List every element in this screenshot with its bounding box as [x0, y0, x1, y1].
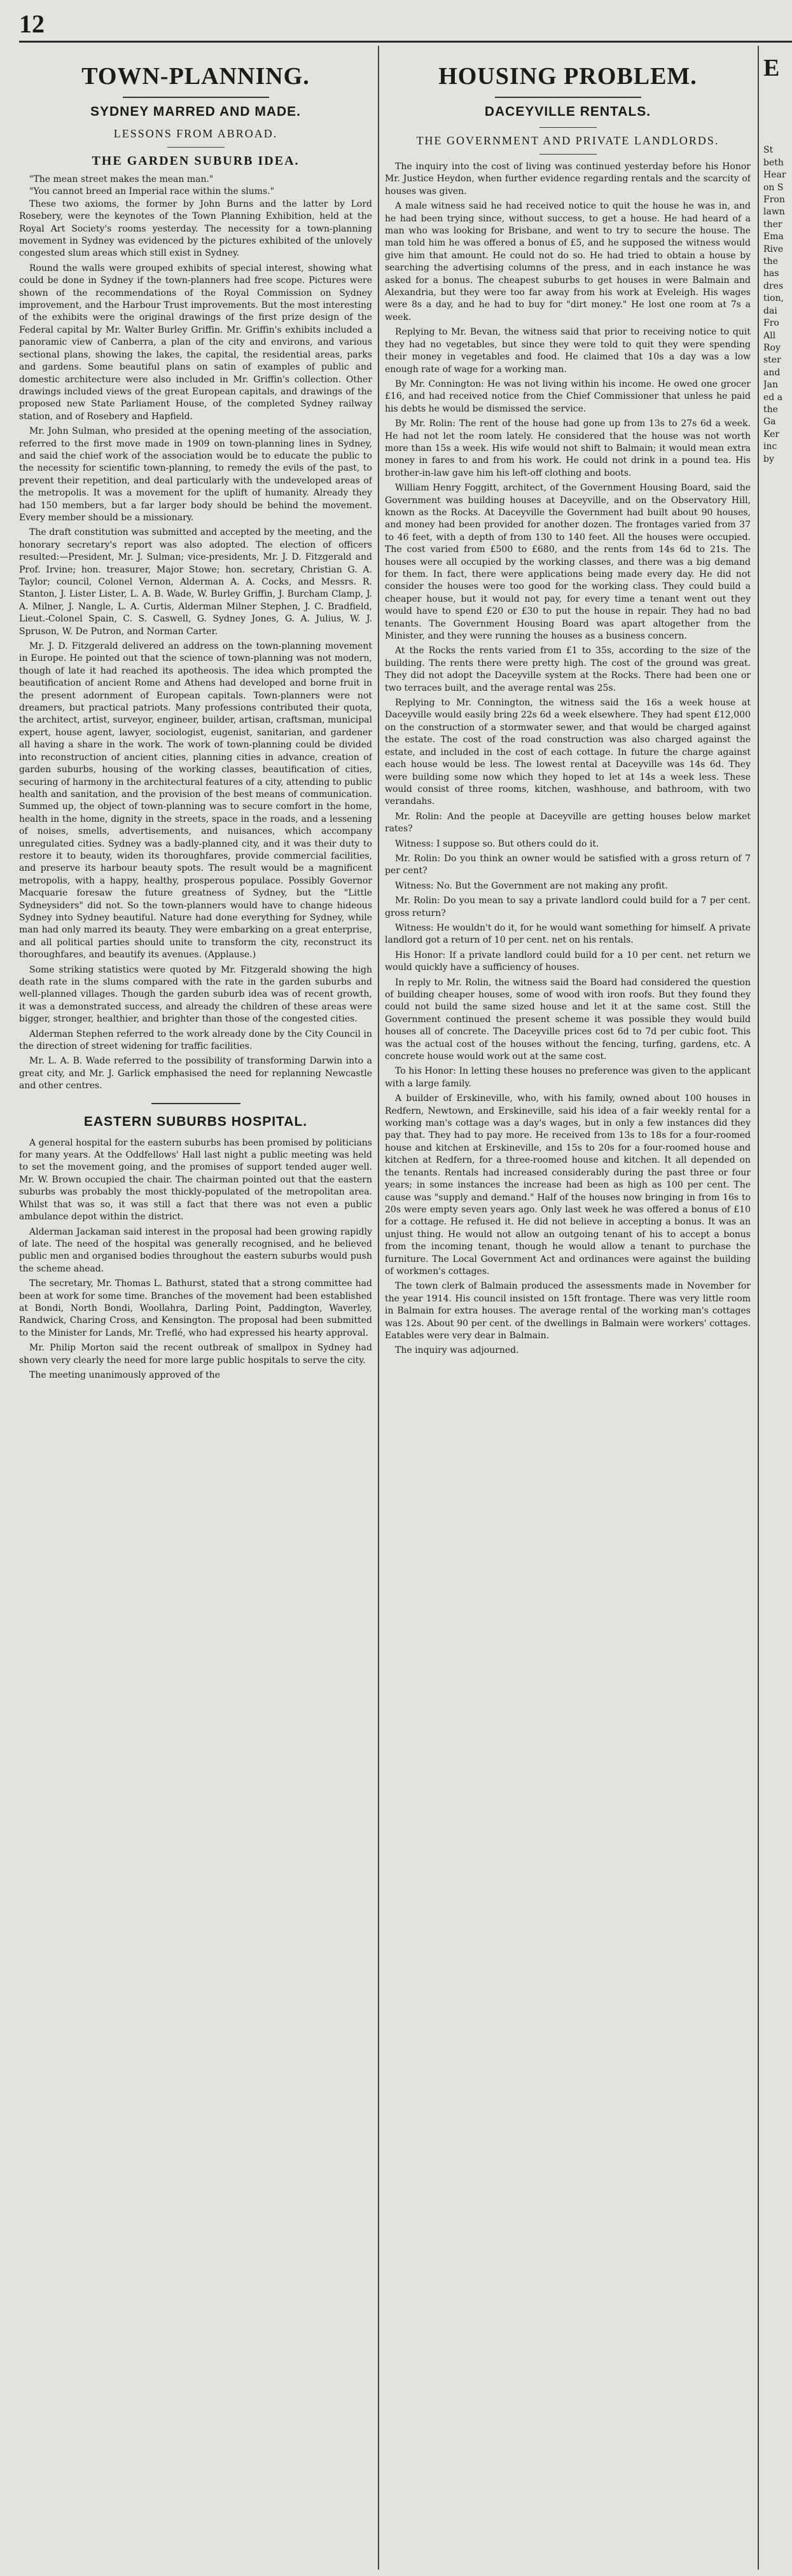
headline-town-planning: TOWN-PLANNING. — [81, 63, 310, 90]
text-fragment: on S — [763, 182, 784, 193]
paragraph: The draft constitution was submitted and accepted by the meeting, and the honorary secretary's report was also adopted. The election of officers resulted:—President, Mr. J. Sulman; vice-presidents, Mr. J. D. Fitzgerald and Prof. Irvine; hon. treasurer, Major Stowe; hon. secretary, Christian G. A. Taylor; council, Colonel Vernon, Alderman A. A. Cocks, and Messrs. R. Stanton, J. Lister Lister, L. A. B. Wade, W. Burley Griffin, J. Burcham Clamp, J. A. Milner, J. Nangle, L. A. Curtis, Alderman Milner Stephen, J. C. Bradfield, Lieut.-Colonel Spain, C. S. Caswell, G. Sydney Jones, G. A. Julius, W. J. Spruson, W. De Putron, and Norman Carter. — [19, 527, 372, 637]
headline-eastern-suburbs-hospital: EASTERN SUBURBS HOSPITAL. — [83, 1114, 308, 1129]
column-housing-problem — [385, 46, 751, 2570]
deck-government-landlords: THE GOVERNMENT AND PRIVATE LANDLORDS. — [416, 134, 719, 147]
divider — [167, 147, 225, 148]
paragraph: Replying to Mr. Connington, the witness said the 16s a week house at Daceyville would easily bring 22s 6d a week elsewhere. They had spent £12,000 on the construction of a stormwater sewer, and that would be charged against the estate. The cost of the road construction was also charged against the estate, and included in the cost of each cottage. In future the charge against each house would be less. The lowest rental at Daceyville was 14s 6d. They were building some now which they hoped to let at 14s a week less. These would consist of three rooms, kitchen, washhouse, and bathroom, with two verandahs. — [385, 698, 751, 807]
text-fragment: Ema — [763, 232, 784, 242]
paragraph: Alderman Stephen referred to the work already done by the City Council in the direction of street widening for traffic facilities. — [19, 1028, 372, 1052]
text-fragment: the — [763, 256, 778, 267]
text-fragment: Rive — [763, 244, 784, 254]
paragraph: In reply to Mr. Rolin, the witness said the Board had considered the question of building cheaper houses, some of wood with iron roofs. But they found they could not build the same sized house and let it at the same cost. Still the Government continued the present scheme it was possible they would build houses all of concrete. The Daceyville prices cost 6d to 7d per cubic foot. This was the actual cost of the houses without the fencing, turfing, gardens, etc. A concrete house would work out at the same cost. — [385, 977, 751, 1062]
divider — [123, 97, 269, 98]
paragraph: Round the walls were grouped exhibits of special interest, showing what could be done in Sydney if the town-planners had free scope. Pictures were shown of the recommendations of the Royal Commission on Sydney improvement, and the Harbour Trust improvements. But the most interesting of the exhibits were the original drawings of the first prize design of the Federal capital by Mr. Walter Burley Griffin. Mr. Griffin's exhibits included a panoramic view of Canberra, a plan of the city and environs, and various sectional plans, showing the lakes, the capital, the residential areas, parks and gardens. Some beautiful plans on satin of examples of public and domestic architecture were also included in Mr. Griffin's collection. Other drawings included views of the great European capitals, and drawings of the proposed new State Parliament House, of the completed Sydney railway station, and of Rosebery and Hapfield. — [19, 263, 372, 422]
text-fragment: and — [763, 367, 781, 378]
paragraph: The inquiry was adjourned. — [395, 1345, 519, 1356]
paragraph: Witness: I suppose so. But others could do it. — [395, 838, 599, 849]
text-fragment: All — [763, 330, 776, 341]
paragraph: A male witness said he had received notice to quit the house he was in, and he had been trying since, without success, to get a house. He had heard of a man who was looking for Brisbane, and went to try to secure the house. The man told him he was offered a bonus of £5, and he supposed the witness would give him that amount. He could not do so. He had tried to obtain a house by searching the advertising columns of the press, and in each instance he was asked for a bonus. The cheapest suburbs to get houses in were Balmain and Alexandria, but they were too far away from his work at Eveleigh. His wages were 8s a day, and he had to buy for "dirt money." He lost one room at 7s a week. — [385, 201, 751, 322]
column-cut-off — [763, 46, 792, 2570]
paragraph: Mr. J. D. Fitzgerald delivered an address on the town-planning movement in Europe. He pointed out that the science of town-planning was not modern, though of late it had reached its apotheosis. The idea which prompted the beautification of ancient Rome and Athens had developed and borne fruit in the present adornment of European capitals. Town-planners were not dreamers, but practical patriots. Many professions contributed their quota, the architect, artist, surveyor, engineer, builder, artisan, craftsman, municipal expert, house agent, lawyer, sociologist, eugenist, sanitarian, and gardener all having a share in the work. The work of town-planning could be divided into reconstruction of ancient cities, planning cities in advance, creation of garden suburbs, housing of the working classes, beautification of cities, securing of harmony in the architectural features of a city, attending to public health and sanitation, and the provision of the best means of communication. Summed up, the object of town-planning was to secure comfort in the home, health in the home, dignity in the streets, space in the roads, and a lessening of noises, smells, advertisements, and nuisances, which accompany unregulated cities. Sydney was a badly-planned city, and it was their duty to restore it to beauty, widen its thoroughfares, provide commercial facilities, and preserve its harbour beauty spots. The result would be a magnificent metropolis, with a happy, healthy, prosperous populace. Possibly Governor Macquarie foresaw the future greatness of Sydney, but the "Little Sydneysiders" did not. So the town-planners would have to change hideous Sydney into Sydney beautiful. Nature had done everything for Sydney, while man had only marred its beauty. They were embarking on a great enterprise, and all political parties should unite to transform the city, reconstruct its thoroughfares, and beautify its avenues. (Applause.) — [19, 641, 372, 960]
paragraph: The meeting unanimously approved of the — [29, 1369, 221, 1380]
paragraph: Mr. Rolin: Do you mean to say a private landlord could build for a 7 per cent. gross return? — [385, 896, 751, 918]
divider — [539, 154, 597, 155]
page-number: 12 — [19, 10, 45, 38]
paragraph: His Honor: If a private landlord could build for a 10 per cent. net return we would quickly have a sufficiency of houses. — [385, 950, 751, 973]
text-fragment: tion, — [763, 293, 784, 304]
deck-lessons: LESSONS FROM ABROAD. — [113, 127, 278, 140]
deck-garden-suburb: THE GARDEN SUBURB IDEA. — [92, 154, 300, 168]
text-fragment: lawn — [763, 207, 785, 218]
text-fragment: Fron — [763, 195, 785, 205]
text-fragment: dres — [763, 280, 784, 291]
epigraph: "The mean street makes the mean man." — [29, 174, 214, 184]
paragraph: A builder of Erskineville, who, with his family, owned about 100 houses in Redfern, Newtown, and Erskineville, said his idea of a fair weekly rental for a working man's cottage was a day's wages, but in only a few instances did they pay that. They had to pay more. He received from 13s to 18s for a four-roomed house and kitchen at Erskineville, and 15s to 20s for a four-roomed house and kitchen at Redfern, for a three-roomed house and kitchen. It all depended on the tenants. Rentals had increased considerably during the past three or four years; in some instances the increase had been as high as 100 per cent. The cause was "supply and demand." Half of the houses now bringing in from 16s to 20s were empty seven years ago. Only last week he was offered a bonus of £10 for a cottage. He refused it. He did not believe in accepting a bonus. It was an unjust thing. He would not allow an outgoing tenant of his to accept a bonus from the incoming tenant, though he would allow a tenant to purchase the furniture. The Local Government Act and ordinances were against the building of workmen's cottages. — [385, 1093, 751, 1277]
paragraph: A general hospital for the eastern suburbs has been promised by politicians for many years. At the Oddfellows' Hall last night a public meeting was held to set the movement going, and the promises of support tended auger well. Mr. W. Brown occupied the chair. The chairman pointed out that the eastern suburbs was probably the most thickly-populated of the metropolitan area. Whilst that was so, it was still a fact that there was not even a public ambulance depot within the district. — [19, 1137, 372, 1222]
paragraph: To his Honor: In letting these houses no preference was given to the applicant with a large family. — [385, 1066, 751, 1089]
paragraph: The town clerk of Balmain produced the assessments made in November for the year 1914. His council insisted on 15ft frontage. There was very little room in Balmain for extra houses. The average rental of the working man's cottages was 12s. About 90 per cent. of the dwellings in Balmain were workers' cottages. Eatables were very dear in Balmain. — [385, 1281, 751, 1341]
cut-headline: E — [763, 55, 780, 81]
text-fragment: the — [763, 404, 778, 415]
subhead-daceyville: DACEYVILLE RENTALS. — [484, 104, 651, 119]
paragraph: The inquiry into the cost of living was continued yesterday before his Honor Mr. Justice Heydon, when further evidence regarding rentals and the scarcity of houses was given. — [385, 162, 751, 197]
paragraph: Some striking statistics were quoted by Mr. Fitzgerald showing the high death rate in the slums compared with the rate in the garden suburbs and well-planned villages. Though the garden suburb idea was of recent growth, it was a demonstrated success, and already the children of these areas were bigger, stronger, healthier, and brighter than those of the congested cities. — [19, 964, 372, 1025]
text-fragment: has — [763, 268, 779, 279]
column-rule — [758, 46, 759, 2570]
text-fragment: beth — [763, 157, 784, 168]
text-fragment: dai — [763, 305, 777, 316]
paragraph: Mr. Philip Morton said the recent outbreak of smallpox in Sydney had shown very clearly the need for more large public hospitals to serve the city. — [19, 1343, 372, 1366]
paragraph: These two axioms, the former by John Burns and the latter by Lord Rosebery, were the keynotes of the Town Planning Exhibition, held at the Royal Art Society's rooms yesterday. The necessity for a town-planning movement in Sydney was evidenced by the pictures exhibited of the unlovely congested slum areas which still exist in Sydney. — [19, 198, 372, 259]
headline-housing-problem: HOUSING PROBLEM. — [438, 63, 697, 90]
cut-off-text — [763, 144, 792, 466]
text-fragment: Hear — [763, 170, 786, 181]
text-fragment: Jan — [763, 380, 778, 391]
paragraph: Mr. John Sulman, who presided at the opening meeting of the association, referred to the first move made in 1909 on town-planning lines in Sydney, and said the chief work of the association would be to educate the public to the necessity for scientific town-planning, to remedy the evils of the past, to prevent their repetition, and deal particularly with the undeveloped areas of the metropolis. It was a movement for the uplift of humanity. Already they had 150 members, but a far larger body should be behind the movement. Every member should be a missionary. — [19, 426, 372, 523]
epigraph: "You cannot breed an Imperial race within the slums." — [29, 186, 275, 197]
article-body-hospital — [19, 1137, 372, 1382]
text-fragment: by — [763, 454, 774, 464]
divider — [151, 1103, 240, 1104]
top-rule — [19, 41, 792, 43]
article-body-housing — [385, 161, 751, 1357]
text-fragment: Roy — [763, 342, 781, 353]
paragraph: Alderman Jackaman said interest in the proposal had been growing rapidly of late. The need of the hospital was generally recognised, and he believed public men and organised bodies throughout the eastern suburbs would push the scheme ahead. — [19, 1226, 372, 1274]
column-town-planning — [19, 46, 372, 2570]
paragraph: Mr. Rolin: And the people at Daceyville are getting houses below market rates? — [385, 811, 751, 834]
paragraph: William Henry Foggitt, architect, of the Government Housing Board, said the Government was building houses at Daceyville, and on the Observatory Hill, known as the Rocks. At Daceyville the Government had built about 90 houses, and money had been provided for another dozen. The frontages varied from 37 to 46 feet, with a depth of from 130 to 140 feet. All the houses were occupied. The cost varied from £500 to £680, and the rents from 14s 6d to 21s. The houses were all occupied by the working classes, and there was a big demand for them. In fact, there were applications being made every day. He did not consider the houses were too good for the working class. They could build a cheaper house, but it would not pay, for every time a tenant went out they would have to spend £20 or £30 to put the house in repair. They had no bad tenants. The Government Housing Board was apart altogether from the Minister, and they were running the houses as a business concern. — [385, 483, 751, 642]
text-fragment: Ga — [763, 417, 776, 427]
divider — [539, 127, 597, 128]
paragraph: Witness: He wouldn't do it, for he would want something for himself. A private landlord got a return of 10 per cent. net on his rentals. — [385, 922, 751, 946]
text-fragment: Ker — [763, 429, 780, 440]
subhead-sydney: SYDNEY MARRED AND MADE. — [90, 104, 302, 119]
text-fragment: ed a — [763, 392, 783, 403]
paragraph: By Mr. Rolin: The rent of the house had gone up from 13s to 27s 6d a week. He had not let the room lately. He considered that the house was not worth more than 15s a week. His wife would not shift to Balmain; it would mean extra money in fares to and from his work. He could not drink in a pound tea. His brother-in-law gave him his left-off clothing and boots. — [385, 419, 751, 478]
text-fragment: St — [763, 145, 774, 156]
text-fragment: inc — [763, 441, 777, 452]
text-fragment: ster — [763, 355, 781, 366]
text-fragment: Fro — [763, 318, 779, 329]
paragraph: Mr. L. A. B. Wade referred to the possibility of transforming Darwin into a great city, and Mr. J. Garlick emphasised the need for replanning Newcastle and other centres. — [19, 1056, 372, 1091]
text-fragment: ther — [763, 219, 782, 230]
column-rule — [378, 46, 379, 2570]
paragraph: Replying to Mr. Bevan, the witness said that prior to receiving notice to quit they had no vegetables, but since they were told to quit they were spending their money in vegetables and food. He claimed that 10s a day was a low enough rate of wage for a working man. — [385, 327, 751, 375]
paragraph: The secretary, Mr. Thomas L. Bathurst, stated that a strong committee had been at work for some time. Branches of the movement had been established at Bondi, North Bondi, Woollahra, Darling Point, Paddington, Waverley, Randwick, Charing Cross, and Kensington. The proposal had been submitted to the Minister for Lands, Mr. Treflé, who had expressed his hearty approval. — [19, 1278, 372, 1338]
article-body-town-planning — [19, 198, 372, 1093]
paragraph: At the Rocks the rents varied from £1 to 35s, according to the size of the building. The rents there were pretty high. The cost of the ground was great. They did not adopt the Daceyville system at the Rocks. There had been one or two terraces built, and the average rental was 25s. — [385, 646, 751, 693]
paragraph: Witness: No. But the Government are not making any profit. — [395, 880, 668, 891]
paragraph: Mr. Rolin: Do you think an owner would be satisfied with a gross return of 7 per cent? — [385, 853, 751, 876]
divider — [495, 97, 641, 98]
paragraph: By Mr. Connington: He was not living within his income. He owed one grocer £16, and had received notice from the Chief Commissioner that unless he paid his debts he would be dismissed the service. — [385, 378, 751, 414]
